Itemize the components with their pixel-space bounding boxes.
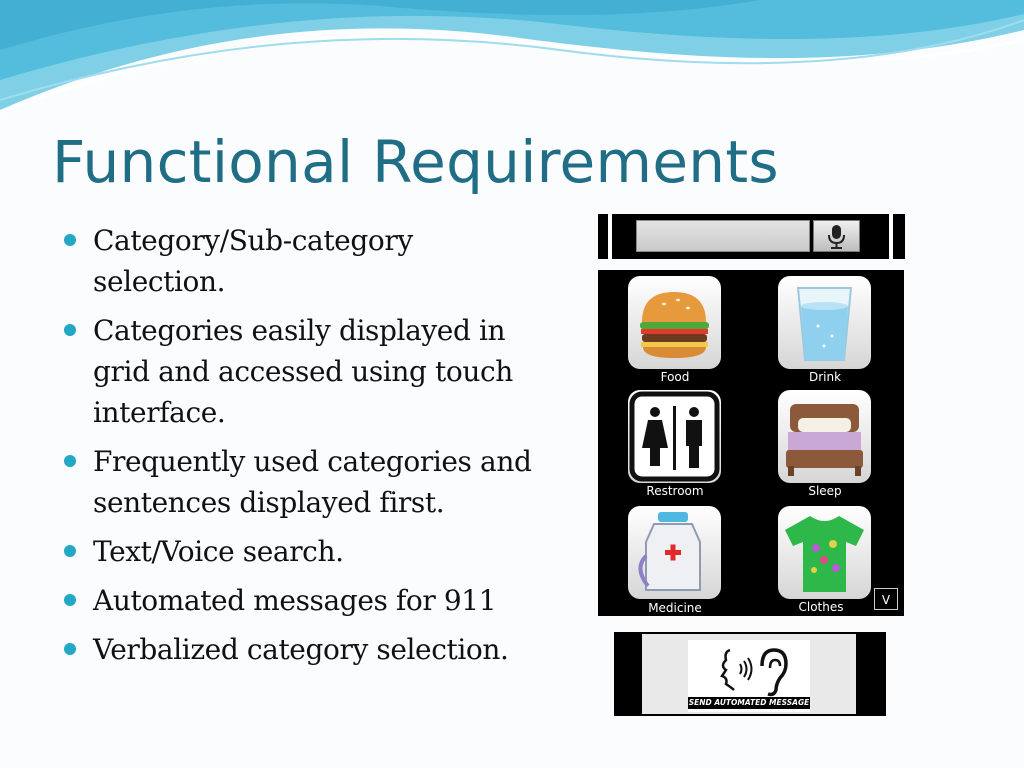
water-glass-icon	[778, 276, 871, 369]
category-label: Clothes	[798, 600, 844, 614]
category-label: Restroom	[646, 484, 704, 498]
restroom-icon	[628, 390, 721, 483]
medicine-bottle-icon	[628, 506, 721, 599]
category-tile-sleep[interactable]	[778, 390, 871, 483]
category-tile-drink[interactable]	[778, 276, 871, 369]
category-tile-restroom[interactable]	[628, 390, 721, 483]
requirements-list	[64, 220, 544, 678]
search-bar	[598, 214, 905, 259]
bullet-dot-icon	[64, 643, 76, 655]
automated-message-panel	[688, 640, 810, 712]
bullet-text: Automated messages for 911	[93, 584, 497, 617]
more-categories-button[interactable]: V	[874, 588, 898, 610]
category-label: Medicine	[648, 601, 702, 615]
bullet-dot-icon	[64, 234, 76, 246]
category-label: Sleep	[808, 484, 842, 498]
bullet-dot-icon	[64, 324, 76, 336]
category-tile-clothes[interactable]	[778, 506, 871, 599]
bullet-dot-icon	[64, 545, 76, 557]
bullet-text: Text/Voice search.	[93, 535, 344, 568]
header-wave-decoration	[0, 0, 1024, 120]
bullet-dot-icon	[64, 594, 76, 606]
category-tile-medicine[interactable]	[628, 506, 721, 599]
speaking-ear-icon	[688, 640, 810, 698]
bullet-item	[64, 441, 544, 523]
tshirt-icon	[778, 506, 871, 599]
bullet-item	[64, 580, 544, 621]
bullet-item	[64, 531, 544, 572]
category-tile-food[interactable]	[628, 276, 721, 369]
search-bar-edge	[608, 214, 612, 259]
voice-search-button[interactable]	[813, 220, 860, 252]
automated-message-label: SEND AUTOMATED MESSAGE	[688, 698, 810, 707]
bullet-dot-icon	[64, 455, 76, 467]
bullet-item	[64, 629, 544, 670]
send-automated-message-button[interactable]	[642, 634, 856, 714]
bullet-text: Frequently used categories and sentences displayed first.	[93, 445, 532, 519]
category-grid	[598, 270, 904, 616]
category-label: Drink	[808, 370, 842, 384]
burger-icon	[628, 276, 721, 369]
microphone-icon	[814, 221, 859, 251]
automated-message-bar	[614, 632, 886, 716]
bed-icon	[778, 390, 871, 483]
bullet-text: Categories easily displayed in grid and accessed using touch interface.	[93, 314, 513, 429]
search-bar-edge	[889, 214, 893, 259]
slide-title: Functional Requirements	[52, 128, 779, 196]
category-label: Food	[660, 370, 690, 384]
bullet-item	[64, 220, 544, 302]
bullet-item	[64, 310, 544, 433]
bullet-text: Category/Sub-category selection.	[93, 224, 413, 298]
search-input[interactable]	[636, 220, 810, 252]
bullet-text: Verbalized category selection.	[93, 633, 509, 666]
